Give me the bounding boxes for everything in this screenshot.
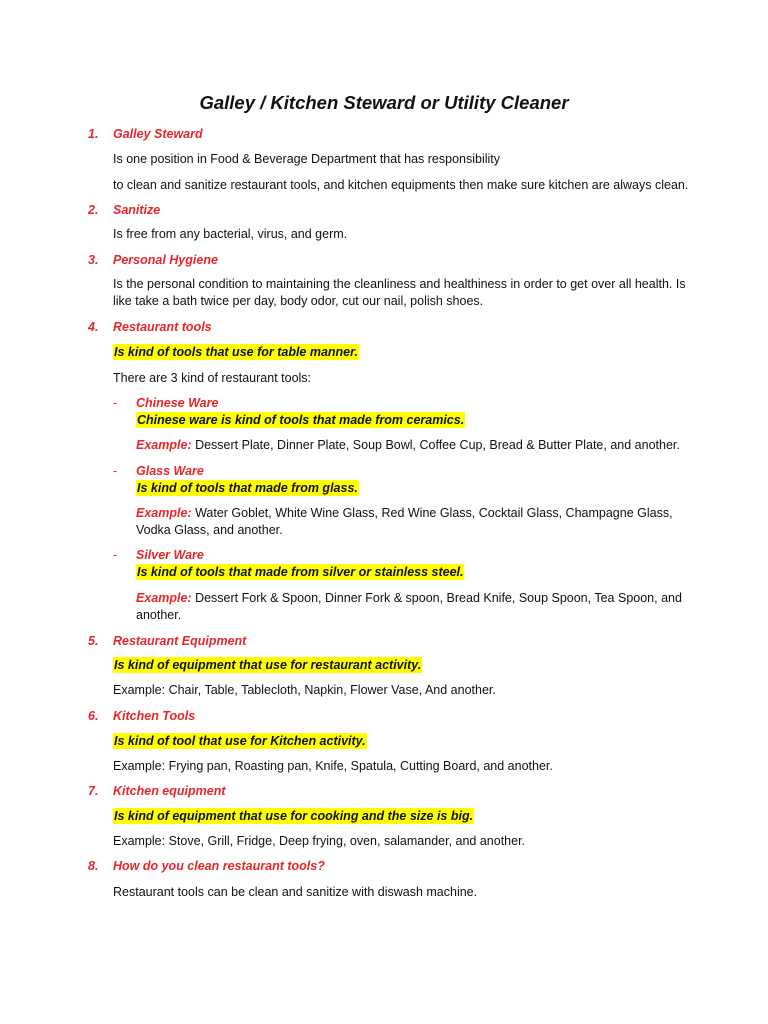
list-dash: - <box>113 396 118 410</box>
highlighted-definition: Is kind of tools that made from glass. <box>137 481 358 495</box>
example-text <box>136 590 702 624</box>
highlighted-definition: Is kind of equipment that use for cooking and the size is big. <box>114 809 474 823</box>
section-text: to clean and sanitize restaurant tools, and kitchen equipments then make sure kitchen are always clean. <box>113 178 689 192</box>
example-text: Example: Stove, Grill, Fridge, Deep frying, oven, salamander, and another. <box>113 834 526 848</box>
example-text: Example: Frying pan, Roasting pan, Knife, Spatula, Cutting Board, and another. <box>113 759 553 773</box>
list-dash: - <box>113 464 118 478</box>
page-title: Galley / Kitchen Steward or Utility Cleaner <box>199 92 569 113</box>
highlighted-definition: Is kind of tools that use for table manner. <box>114 345 358 359</box>
highlighted-definition: Is kind of tool that use for Kitchen activity. <box>114 734 366 748</box>
sub-heading-glass-ware: Glass Ware <box>136 464 204 478</box>
example-values: Dessert Fork & Spoon, Dinner Fork & spoon, Bread Knife, Soup Spoon, Tea Spoon, and another. <box>136 591 682 622</box>
section-text: Restaurant tools can be clean and sanitize with diswash machine. <box>113 885 478 899</box>
section-heading-restaurant-tools: Restaurant tools <box>113 320 212 334</box>
example-text <box>136 505 702 539</box>
section-number: 6. <box>88 709 99 723</box>
list-dash: - <box>113 548 118 562</box>
section-heading-restaurant-equipment: Restaurant Equipment <box>113 634 247 648</box>
example-label: Example: <box>136 438 192 452</box>
section-heading-clean-restaurant-tools: How do you clean restaurant tools? <box>113 859 325 873</box>
example-text: Example: Chair, Table, Tablecloth, Napkin, Flower Vase, And another. <box>113 683 496 697</box>
section-number: 3. <box>88 253 99 267</box>
example-label: Example: <box>136 506 192 520</box>
example-label: Example: <box>136 591 192 605</box>
section-number: 7. <box>88 784 99 798</box>
section-text: Is free from any bacterial, virus, and germ. <box>113 227 348 241</box>
sub-heading-chinese-ware: Chinese Ware <box>136 396 219 410</box>
section-number: 4. <box>88 320 99 334</box>
section-heading-kitchen-equipment: Kitchen equipment <box>113 784 226 798</box>
section-number: 8. <box>88 859 99 873</box>
section-heading-kitchen-tools: Kitchen Tools <box>113 709 196 723</box>
highlighted-definition: Is kind of tools that made from silver or stainless steel. <box>137 565 464 579</box>
section-heading-galley-steward: Galley Steward <box>113 127 203 141</box>
section-heading-sanitize: Sanitize <box>113 203 161 217</box>
example-values: Dessert Plate, Dinner Plate, Soup Bowl, Coffee Cup, Bread & Butter Plate, and another. <box>191 438 680 452</box>
highlighted-definition: Chinese ware is kind of tools that made from ceramics. <box>137 413 465 427</box>
section-text: There are 3 kind of restaurant tools: <box>113 371 312 385</box>
highlighted-definition: Is kind of equipment that use for restaurant activity. <box>114 658 422 672</box>
sub-heading-silver-ware: Silver Ware <box>136 548 204 562</box>
section-heading-personal-hygiene: Personal Hygiene <box>113 253 218 267</box>
example-values: Water Goblet, White Wine Glass, Red Wine Glass, Cocktail Glass, Champagne Glass, Vodka Glass, and another. <box>136 506 673 537</box>
section-number: 5. <box>88 634 99 648</box>
section-number: 2. <box>88 203 99 217</box>
section-text: Is the personal condition to maintaining the cleanliness and healthiness in order to get over all health. Is like take a bath twice per day, body odor, cut our nail, polish shoes. <box>113 277 686 308</box>
example-text <box>136 437 702 454</box>
section-number: 1. <box>88 127 99 141</box>
section-text: Is one position in Food & Beverage Department that has responsibility <box>113 152 501 166</box>
